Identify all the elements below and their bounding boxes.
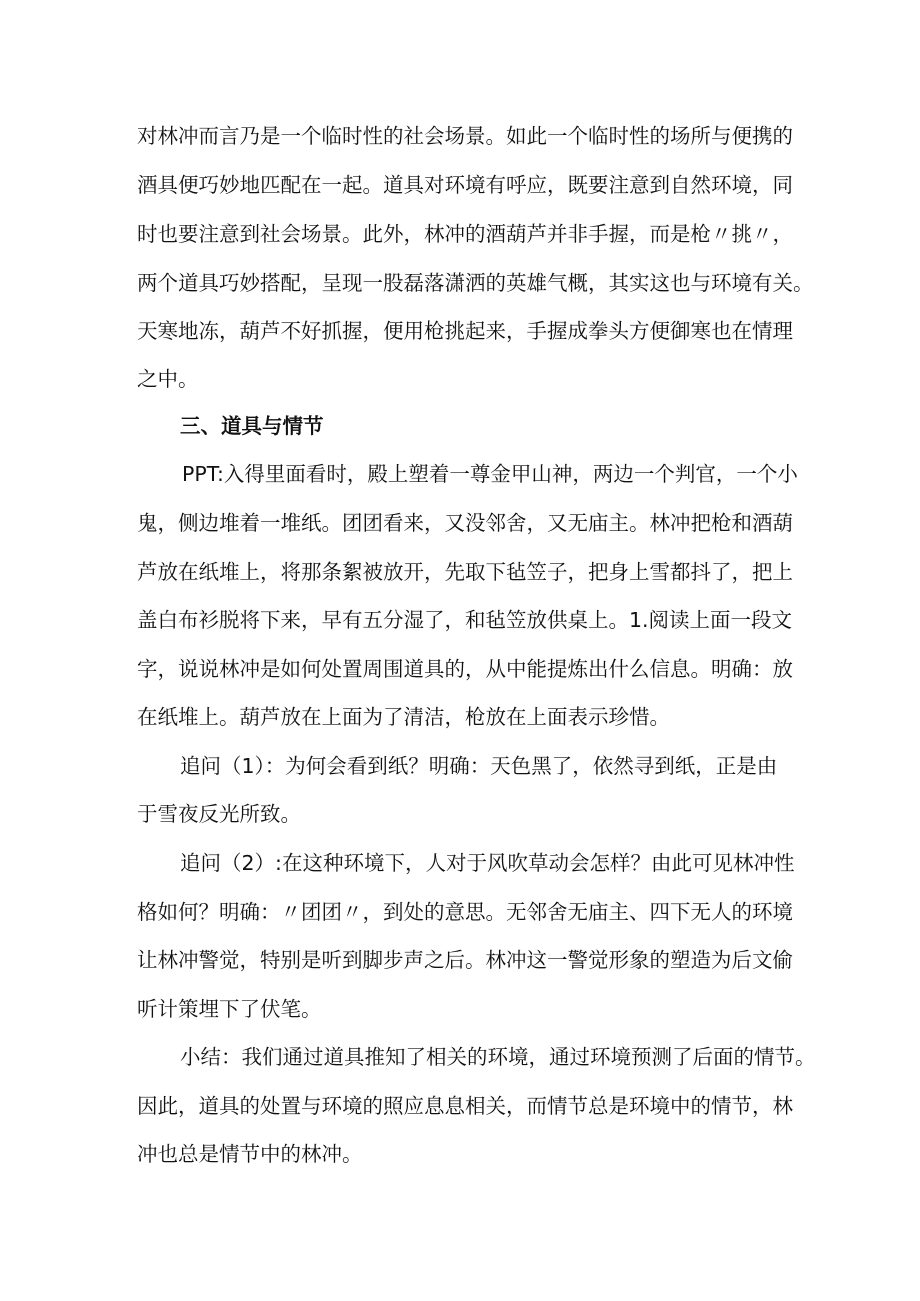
paragraph-line: 芦放在纸堆上，将那条絮被放开，先取下毡笠子，把身上雪都抖了，把上	[137, 560, 793, 584]
paragraph-line: 在纸堆上。葫芦放在上面为了清洁，枪放在上面表示珍惜。	[137, 705, 670, 729]
paragraph-line: 酒具便巧妙地匹配在一起。道具对环境有呼应，既要注意到自然环境，同	[137, 173, 793, 197]
paragraph-line: 追问（1）：为何会看到纸？明确：天色黑了，依然寻到纸，正是由	[180, 754, 778, 778]
paragraph-line: 两个道具巧妙搭配，呈现一股磊落潇洒的英雄气概，其实这也与环境有关。	[137, 271, 814, 295]
paragraph-line: 天寒地冻，葫芦不好抓握，便用枪挑起来，手握成拳头方便御寒也在情理	[137, 319, 793, 343]
paragraph-line: 字，说说林冲是如何处置周围道具的，从中能提炼出什么信息。明确：放	[137, 657, 793, 681]
paragraph-line: 盖白布衫脱将下来，早有五分湿了，和毡笠放供桌上。1.阅读上面一段文	[137, 608, 793, 632]
paragraph-line: 让林冲警觉，特别是听到脚步声之后。林冲这一警觉形象的塑造为后文偷	[137, 948, 793, 972]
paragraph-line: 鬼，侧边堆着一堆纸。团团看来，又没邻舍，又无庙主。林冲把枪和酒葫	[137, 511, 793, 535]
paragraph-line: 之中。	[137, 367, 199, 391]
paragraph-line: 冲也总是情节中的林冲。	[137, 1142, 363, 1166]
paragraph-line: 时也要注意到社会场景。此外，林冲的酒葫芦并非手握，而是枪〃挑〃，	[137, 222, 793, 246]
paragraph-line: 对林冲而言乃是一个临时性的社会场景。如此一个临时性的场所与便携的	[137, 124, 793, 148]
paragraph-line: 听计策埋下了伏笔。	[137, 997, 322, 1021]
paragraph-line: 追问（2）:在这种环境下，人对于风吹草动会怎样？由此可见林冲性	[180, 851, 795, 875]
paragraph-line: 格如何？明确：〃团团〃，到处的意思。无邻舍无庙主、四下无人的环境	[137, 900, 793, 924]
paragraph-line: PPT:入得里面看时，殿上塑着一尊金甲山神，两边一个判官，一个小	[182, 462, 798, 486]
paragraph-line: 因此，道具的处置与环境的照应息息相关，而情节总是环境中的情节，林	[137, 1094, 793, 1118]
paragraph-line: 小结：我们通过道具推知了相关的环境，通过环境预测了后面的情节。	[180, 1045, 816, 1069]
paragraph-line: 于雪夜反光所致。	[137, 802, 301, 826]
section-heading: 三、道具与情节	[180, 414, 324, 438]
